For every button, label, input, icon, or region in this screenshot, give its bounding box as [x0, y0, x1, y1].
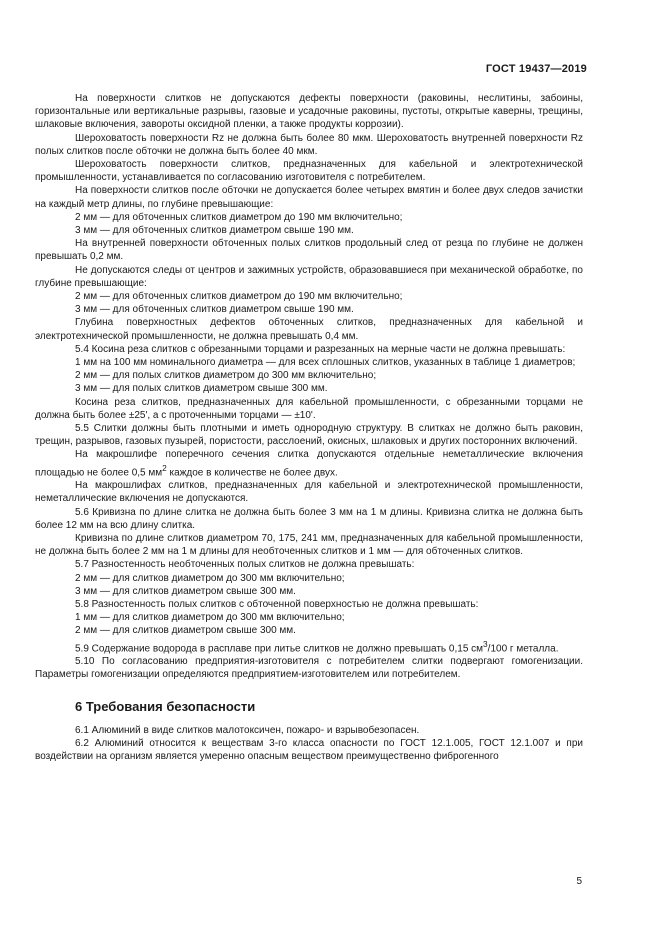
paragraph: На макрошлифах слитков, предназначенных для кабельной и электротехнической промышленности, неметаллические включения не допускаются. — [35, 480, 583, 505]
list-item: 3 мм — для обточенных слитков диаметром свыше 190 мм. — [75, 304, 354, 316]
superscript: 2 — [162, 462, 167, 473]
list-item: 2 мм — для слитков диаметром до 300 мм включительно; — [75, 572, 345, 584]
list-item: 3 мм — для полых слитков диаметром свыше 300 мм. — [75, 383, 328, 395]
text-run: На макрошлифе поперечного сечения слитка допускаются отдельные неметаллические включения площадью не более 0,5 мм — [35, 449, 583, 479]
superscript: 3 — [483, 638, 488, 649]
list-item: 2 мм — для обточенных слитков диаметром до 190 мм включительно; — [75, 291, 403, 303]
clause-6-2: 6.2 Алюминий относится к веществам 3-го класса опасности по ГОСТ 12.1.005, ГОСТ 12.1.007 и при воздействии на организм является умеренно опасным веществом преимущественно фиброгенного — [35, 737, 583, 762]
paragraph: Шероховатость поверхности Rz не должна быть более 80 мкм. Шероховатость внутренней поверхности Rz полых слитков после обточки не должна быть более 40 мкм. — [35, 132, 583, 157]
clause-5-9 — [35, 638, 583, 656]
section-heading: 6 Требования безопасности — [75, 698, 256, 714]
paragraph: На поверхности слитков не допускаются дефекты поверхности (раковины, неслитины, забоины, горизонтальные или вертикальные разрывы, газовые и усадочные раковины, пустоты, открытые каверны, трещины, шлаковые включения, завороты оксидной пленки, а также продукты коррозии). — [35, 93, 583, 131]
list-item: 2 мм — для слитков диаметром свыше 300 мм. — [75, 625, 296, 637]
paragraph: Шероховатость поверхности слитков, предназначенных для кабельной и электротехнической промышленности, устанавливается по согласованию изготовителя с потребителем. — [35, 159, 583, 184]
paragraph: Не допускаются следы от центров и зажимных устройств, образовавшиеся при механической обработке, по глубине превышающие: — [35, 264, 583, 289]
clause-5-6: 5.6 Кривизна по длине слитка не должна быть более 3 мм на 1 м длины. Кривизна слитка не должна быть более 12 мм на всю длину слитка. — [35, 506, 583, 531]
paragraph-macro-inclusions — [35, 448, 583, 479]
list-item: 1 мм — для слитков диаметром до 300 мм включительно; — [75, 612, 345, 624]
clause-5-7: 5.7 Разностенность необточенных полых слитков не должна превышать: — [75, 559, 415, 571]
paragraph: На внутренней поверхности обточенных полых слитков продольный след от резца по глубине не должен превышать 0,2 мм. — [35, 238, 583, 263]
paragraph: Кривизна по длине слитков диаметром 70, 175, 241 мм, предназначенных для кабельной промышленности, не должна быть более 2 мм на 1 м длины для необточенных слитков и 1 мм — для обточенных слитков. — [35, 533, 583, 558]
paragraph: Косина реза слитков, предназначенных для кабельной промышленности, с обрезанными торцами не должна быть более ±25', а с проточенными торцами — ±10'. — [35, 396, 583, 421]
list-item: 2 мм — для полых слитков диаметром до 300 мм включительно; — [75, 370, 377, 382]
list-item: 2 мм — для обточенных слитков диаметром до 190 мм включительно; — [75, 211, 403, 223]
list-item: 3 мм — для слитков диаметром свыше 300 мм. — [75, 585, 296, 597]
page-content — [35, 92, 583, 763]
paragraph: На поверхности слитков после обточки не допускается более четырех вмятин и более двух следов зачистки на каждый метр длины, по глубине превышающие: — [35, 185, 583, 210]
clause-5-8: 5.8 Разностенность полых слитков с обточенной поверхностью не должна превышать: — [75, 599, 479, 611]
text-run: /100 г металла. — [487, 642, 559, 654]
clause-5-4: 5.4 Косина реза слитков с обрезанными торцами и разрезанных на мерные части не должна превышать: — [75, 343, 566, 355]
clause-5-5: 5.5 Слитки должны быть плотными и иметь однородную структуру. В слитках не должно быть раковин, трещин, разрывов, газовых пузырей, пористости, расслоений, окисных, шлаковых и других посторонних включений. — [35, 423, 583, 448]
page-number: 5 — [576, 876, 582, 887]
clause-6-1: 6.1 Алюминий в виде слитков малотоксичен, пожаро- и взрывобезопасен. — [75, 724, 420, 736]
list-item: 3 мм — для обточенных слитков диаметром свыше 190 мм. — [75, 225, 354, 237]
list-item: 1 мм на 100 мм номинального диаметра — для всех сплошных слитков, указанных в таблице 1 диаметров; — [75, 357, 576, 369]
document-header: ГОСТ 19437—2019 — [485, 63, 587, 75]
clause-5-10: 5.10 По согласованию предприятия-изготовителя с потребителем слитки подвергают гомогенизации. Параметры гомогенизации определяются предприятием-изготовителем или потребителем. — [35, 656, 583, 681]
text-run: каждое в количестве не более двух. — [166, 467, 338, 479]
text-run: 5.9 Содержание водорода в расплаве при литье слитков не должно превышать 0,15 см — [75, 642, 484, 654]
paragraph: Глубина поверхностных дефектов обточенных слитков, предназначенных для кабельной и электротехнической промышленности, не должна превышать 0,4 мм. — [35, 317, 583, 342]
